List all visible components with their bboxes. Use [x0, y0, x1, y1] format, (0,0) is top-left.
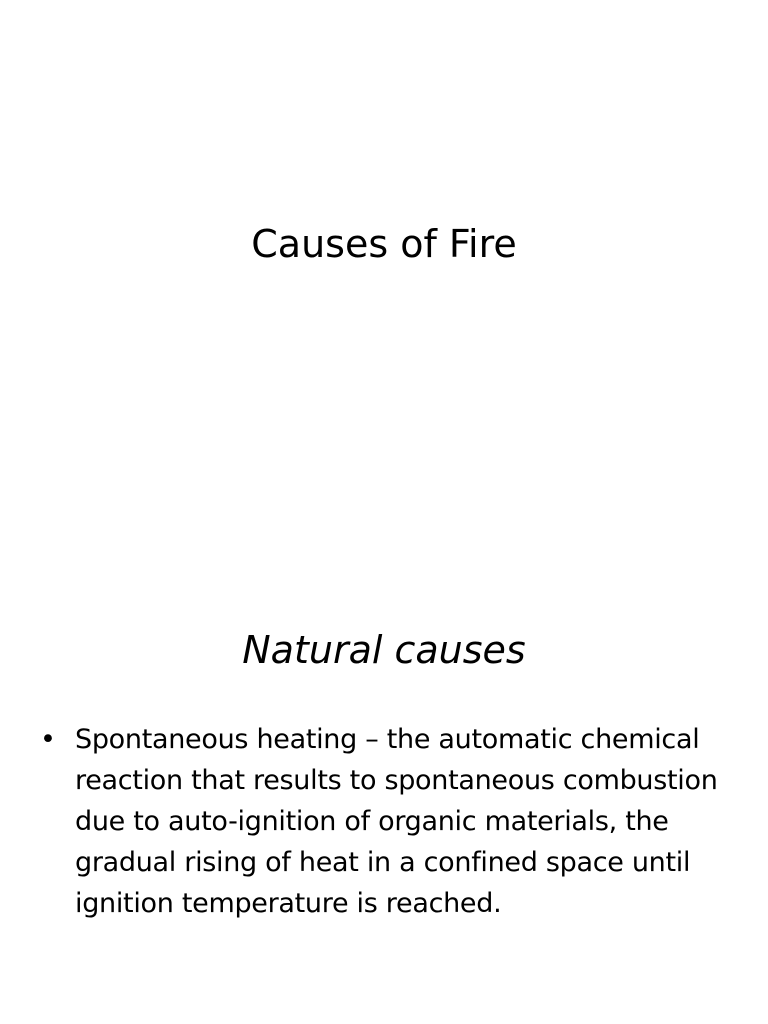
bullet-text: Spontaneous heating – the automatic chemical reaction that results to spontaneous combustion due to auto-ignition of organic materials, the gradual rising of heat in a confined space until ignition temperature is reached. [75, 724, 718, 919]
slide-heading: Natural causes [242, 628, 526, 672]
slide-natural-causes [0, 512, 768, 1024]
bullet-icon: • [40, 724, 56, 755]
bullet-item [40, 719, 740, 924]
bullet-list [40, 719, 740, 924]
slide-title-heading: Causes of Fire [251, 222, 517, 266]
